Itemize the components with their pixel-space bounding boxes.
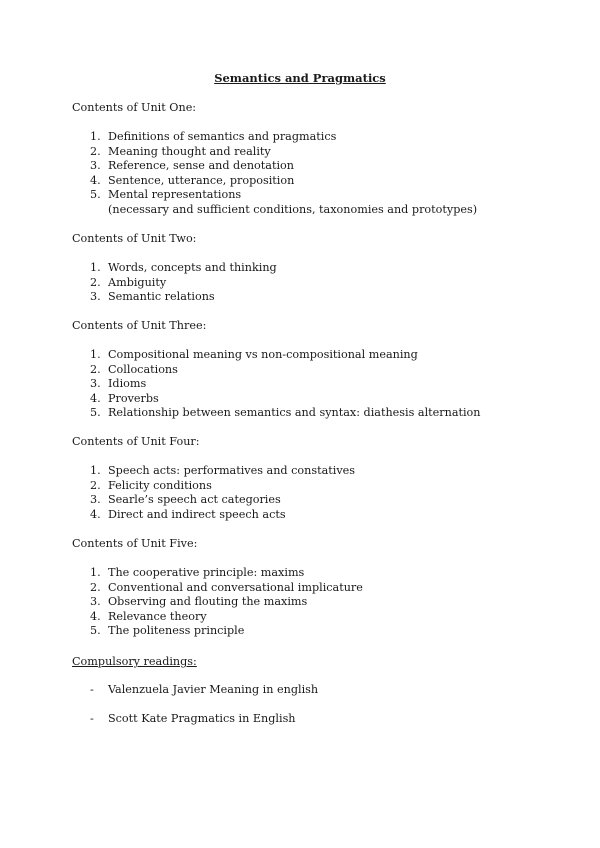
- unit-one-list: [72, 130, 477, 218]
- list-item: 4. Proverbs: [90, 391, 159, 405]
- list-item: 2. Ambiguity: [90, 275, 167, 289]
- dash-bullet: -: [90, 712, 94, 725]
- list-item: 2. Conventional and conversational implicature: [90, 580, 363, 594]
- list-item: 1. The cooperative principle: maxims: [90, 566, 305, 579]
- list-item-note: (necessary and sufficient conditions, taxonomies and prototypes): [108, 202, 478, 216]
- list-item: 4. Sentence, utterance, proposition: [90, 173, 295, 187]
- dash-bullet: -: [90, 683, 94, 696]
- unit-three-list: [72, 348, 481, 421]
- list-item: 3. Reference, sense and denotation: [90, 159, 294, 173]
- unit-four-list: [72, 464, 355, 522]
- list-item: 5. Relationship between semantics and syntax: diathesis alternation: [90, 406, 481, 420]
- unit-three-heading: Contents of Unit Three:: [72, 319, 207, 332]
- list-item: 5. Mental representations (necessary and sufficient conditions, taxonomies and prototypes): [90, 188, 478, 216]
- list-item: 3. Idioms: [90, 377, 147, 391]
- list-item: 4. Direct and indirect speech acts: [90, 507, 286, 521]
- unit-two-list: [72, 261, 277, 305]
- unit-one-heading: Contents of Unit One:: [72, 101, 197, 114]
- unit-five-list: [72, 566, 363, 639]
- reading-item: - Valenzuela Javier Meaning in english: [90, 683, 319, 696]
- list-item: 2. Collocations: [90, 362, 178, 376]
- list-item: 2. Felicity conditions: [90, 478, 212, 492]
- list-item: 4. Relevance theory: [90, 609, 207, 623]
- unit-five-heading: Contents of Unit Five:: [72, 537, 198, 550]
- document-title: Semantics and Pragmatics: [214, 71, 386, 85]
- compulsory-readings-heading: Compulsory readings:: [72, 655, 197, 668]
- list-item: 2. Meaning thought and reality: [90, 144, 271, 158]
- list-item: 1. Words, concepts and thinking: [90, 261, 277, 274]
- list-item: 5. The politeness principle: [90, 624, 245, 638]
- reading-item: - Scott Kate Pragmatics in English: [90, 712, 296, 725]
- unit-two-heading: Contents of Unit Two:: [72, 232, 197, 245]
- list-item: 3. Observing and flouting the maxims: [90, 595, 308, 609]
- list-item: 1. Definitions of semantics and pragmatics: [90, 130, 337, 143]
- list-item: 3. Searle’s speech act categories: [90, 493, 281, 507]
- list-item: 1. Speech acts: performatives and constatives: [90, 464, 355, 477]
- list-item: 3. Semantic relations: [90, 290, 215, 304]
- list-item: 1. Compositional meaning vs non-compositional meaning: [90, 348, 418, 361]
- unit-four-heading: Contents of Unit Four:: [72, 435, 200, 448]
